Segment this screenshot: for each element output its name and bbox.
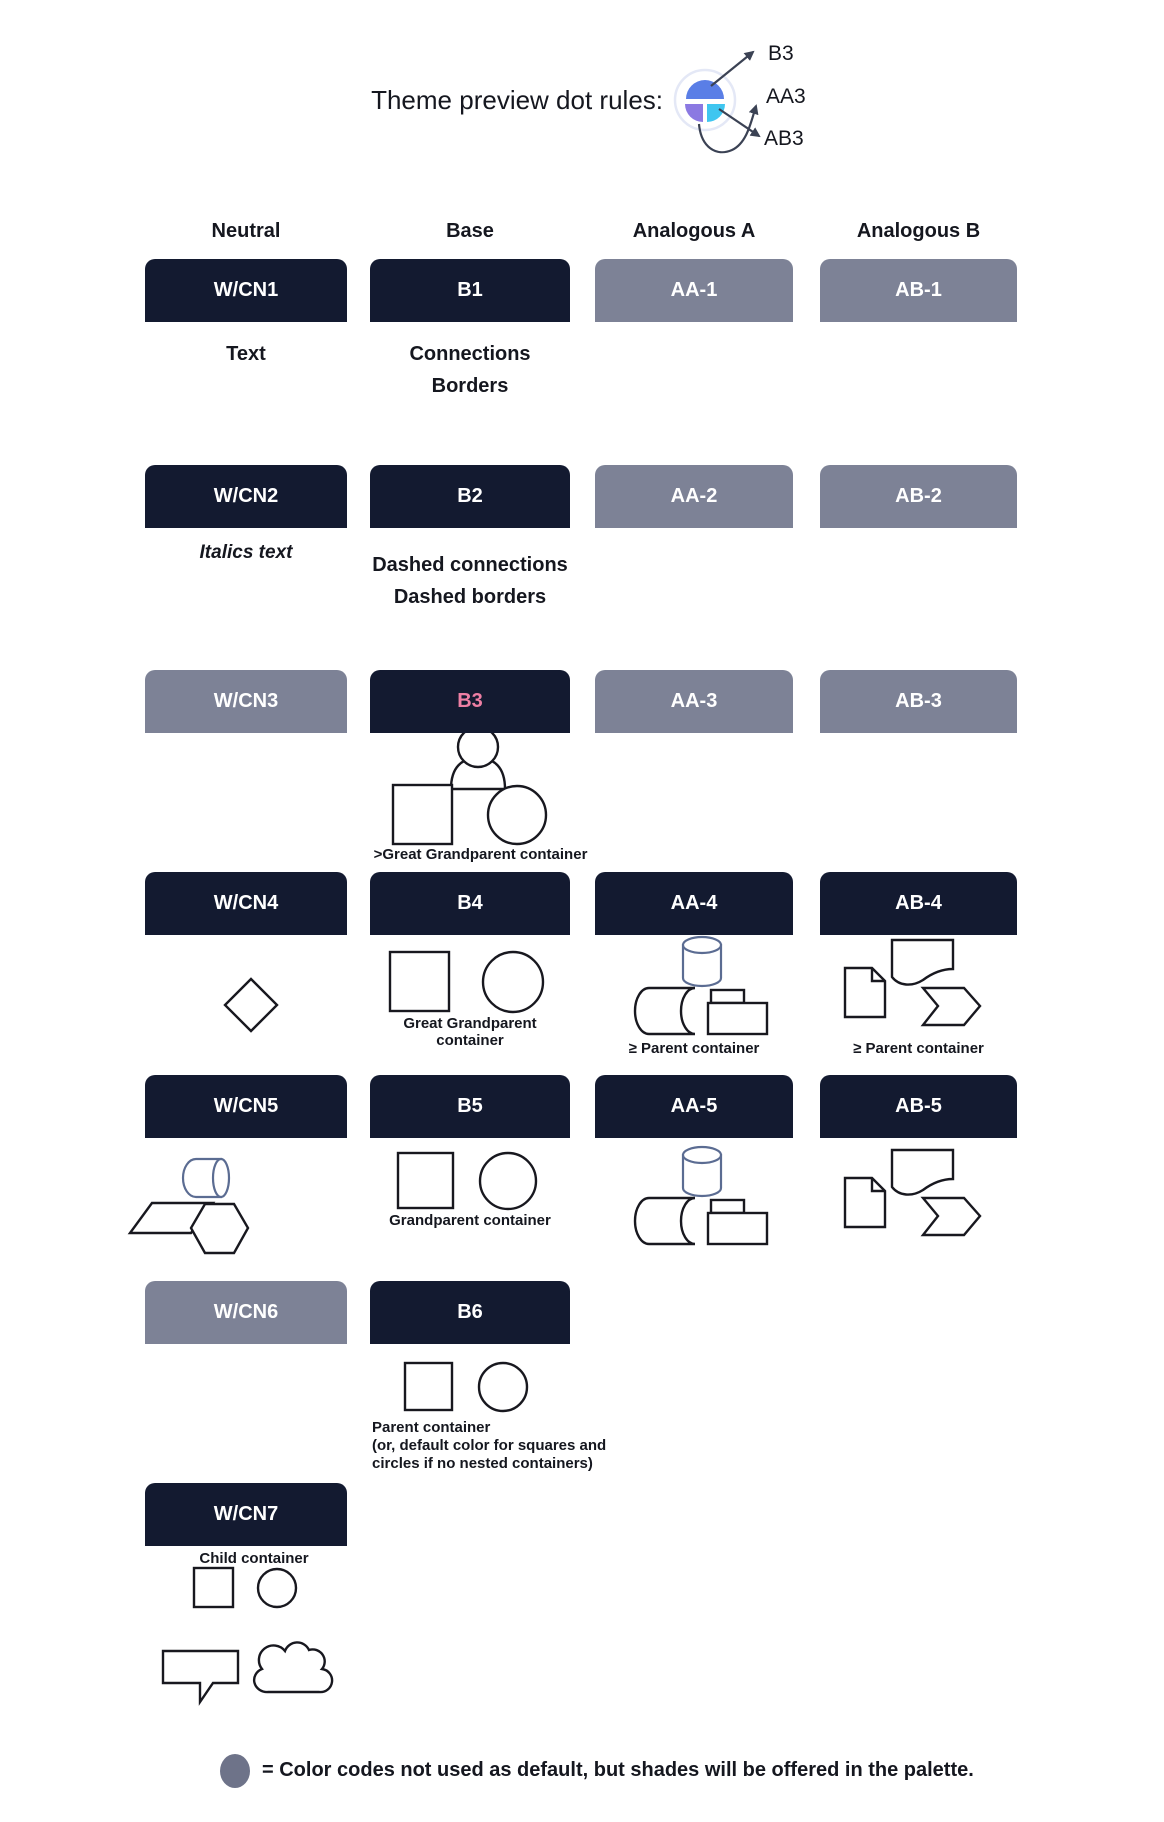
dot-label-aa3: AA3 (766, 85, 806, 108)
caption-child-container: Child container (199, 1550, 309, 1567)
swatch-AA-4: AA-4 (595, 872, 793, 935)
swatch-B6: B6 (370, 1281, 570, 1344)
diamond-icon (225, 979, 277, 1031)
b4-shape-group (390, 952, 543, 1012)
caption-italics-text: Italics text (199, 542, 293, 563)
dot-label-ab3: AB3 (764, 127, 804, 150)
dot-label-b3: B3 (768, 42, 794, 65)
column-header-analogous-b: Analogous B (856, 220, 981, 242)
caption-parent-b6-line2: (or, default color for squares and (372, 1437, 607, 1454)
b3-shape-group (393, 727, 546, 844)
legend-dot (220, 1754, 250, 1788)
b6-shape-group (405, 1363, 527, 1411)
caption-great-grandparent-b3: >Great Grandparent container (373, 846, 588, 863)
swatch-B4: B4 (370, 872, 570, 935)
swatch-B3: B3 (370, 670, 570, 733)
theme-preview-dot (675, 70, 735, 130)
circle-shape (483, 952, 543, 1012)
dot-ring (675, 70, 735, 130)
aa5-shape-group (635, 1147, 767, 1244)
circle-shape (258, 1569, 296, 1607)
circle-shape (479, 1363, 527, 1411)
hexagon-icon (191, 1204, 248, 1253)
caption-dashed-connections: Dashed connections (372, 554, 568, 576)
person-head-icon (458, 727, 498, 767)
swatch-W/CN7: W/CN7 (145, 1483, 347, 1546)
swatch-AA-5: AA-5 (595, 1075, 793, 1138)
swatch-AB-2: AB-2 (820, 465, 1017, 528)
caption-text: Text (226, 343, 266, 365)
circle-shape (480, 1153, 536, 1209)
swatch-AB-5: AB-5 (820, 1075, 1017, 1138)
swatch-AB-3: AB-3 (820, 670, 1017, 733)
b5-shape-group (398, 1153, 536, 1209)
caption-great-grandparent-b4: Great Grandparent container (403, 1015, 537, 1049)
wcn5-shape-group (130, 1159, 248, 1253)
caption-parent-b6 (372, 1419, 622, 1473)
swatch-AA-2: AA-2 (595, 465, 793, 528)
cloud-icon (254, 1642, 332, 1692)
caption-borders: Borders (431, 375, 509, 397)
page-title: Theme preview dot rules: (371, 85, 663, 115)
caption-connections: Connections (409, 343, 531, 365)
swatch-W/CN6: W/CN6 (145, 1281, 347, 1344)
swatch-B1: B1 (370, 259, 570, 322)
swatch-W/CN3: W/CN3 (145, 670, 347, 733)
legend-text: = Color codes not used as default, but shades will be offered in the palette. (262, 1759, 974, 1781)
square-shape (393, 785, 452, 844)
swatch-AA-1: AA-1 (595, 259, 793, 322)
swatch-AB-1: AB-1 (820, 259, 1017, 322)
aa4-shape-group (635, 937, 767, 1034)
caption-grandparent-b5: Grandparent container (389, 1212, 551, 1229)
swatch-AB-4: AB-4 (820, 872, 1017, 935)
swatch-AA-3: AA-3 (595, 670, 793, 733)
caption-dashed-borders: Dashed borders (393, 586, 547, 608)
swatch-W/CN1: W/CN1 (145, 259, 347, 322)
swatch-B2: B2 (370, 465, 570, 528)
square-shape (390, 952, 449, 1011)
swatch-W/CN5: W/CN5 (145, 1075, 347, 1138)
wcn7-shape-group (163, 1568, 332, 1702)
caption-parent-b6-line3: circles if no nested containers) (372, 1455, 593, 1472)
circle-shape (488, 786, 546, 844)
ab4-shape-group (845, 940, 980, 1025)
square-shape (405, 1363, 452, 1410)
swatch-B5: B5 (370, 1075, 570, 1138)
caption-parent-aa4: ≥ Parent container (628, 1040, 760, 1057)
h-cylinder-lid-icon (213, 1159, 229, 1197)
column-header-analogous-a: Analogous A (632, 220, 756, 242)
speech-bubble-icon (163, 1651, 238, 1702)
swatch-W/CN4: W/CN4 (145, 872, 347, 935)
column-header-base: Base (446, 220, 494, 242)
arrow-to-b3 (711, 52, 753, 86)
square-shape (194, 1568, 233, 1607)
ab5-shape-group (845, 1150, 980, 1235)
square-shape (398, 1153, 453, 1208)
swatch-W/CN2: W/CN2 (145, 465, 347, 528)
caption-parent-ab4: ≥ Parent container (853, 1040, 984, 1057)
caption-parent-b6-line1: Parent container (372, 1419, 491, 1436)
column-header-neutral: Neutral (211, 220, 281, 242)
